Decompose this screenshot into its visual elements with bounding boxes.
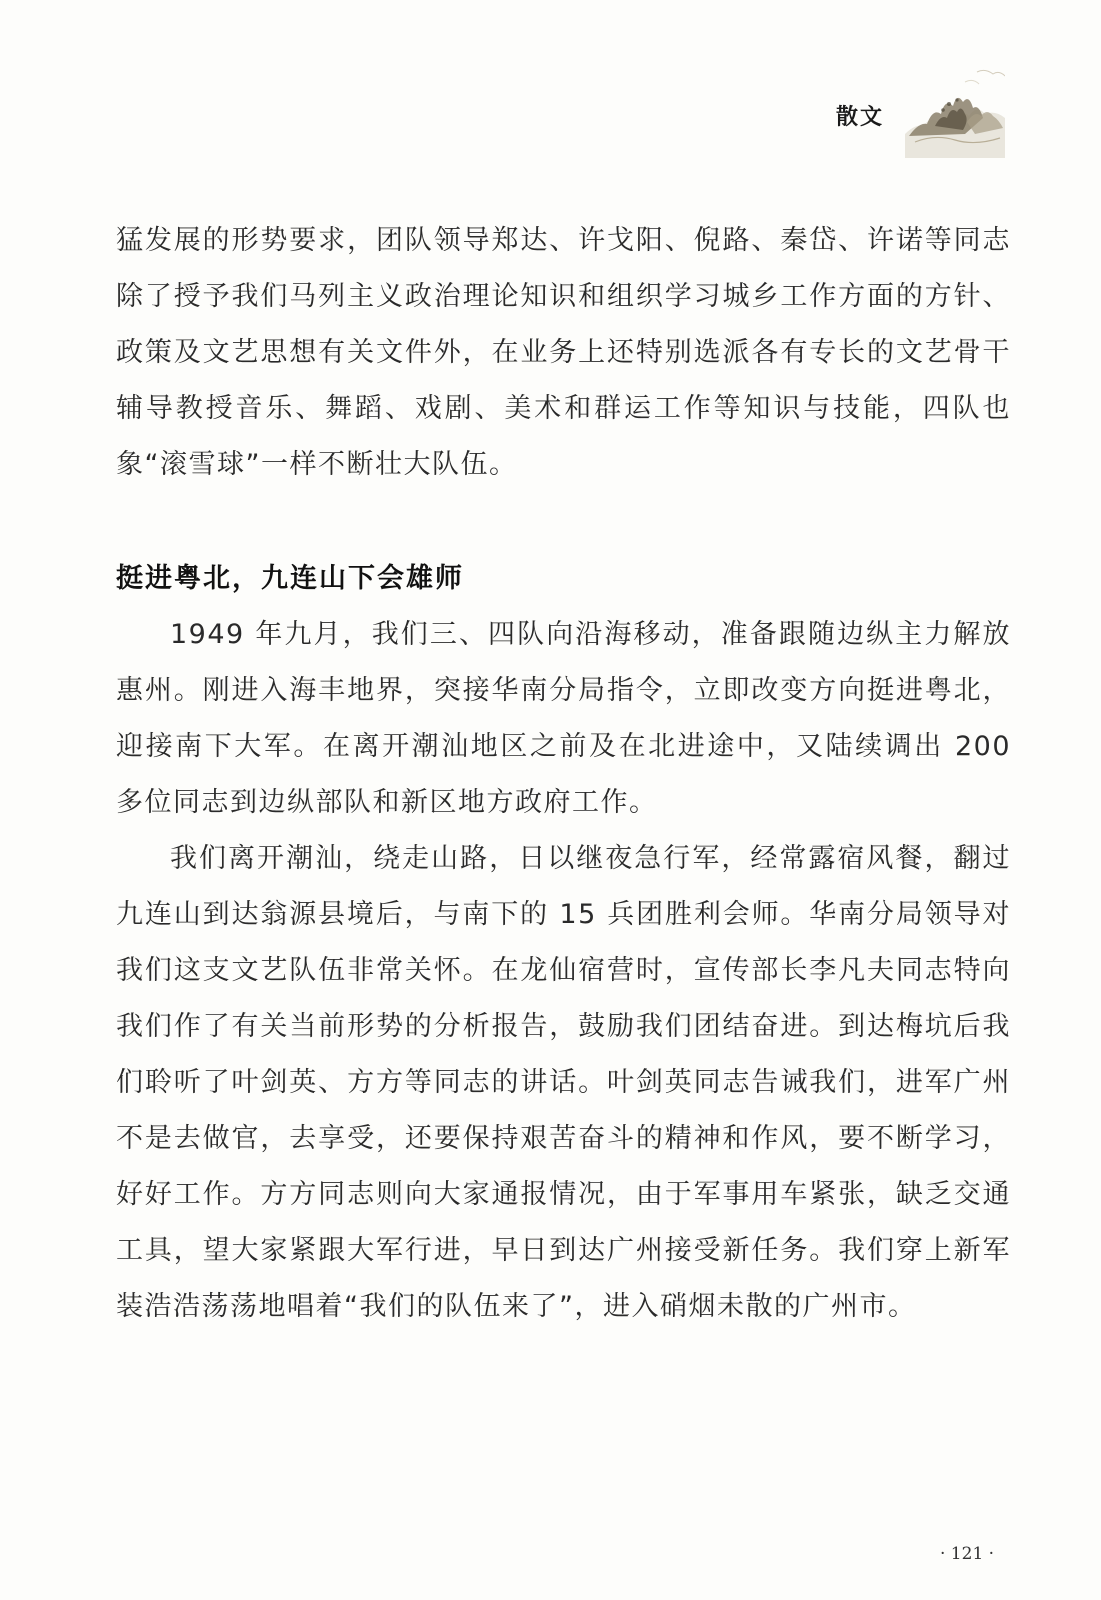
body-paragraph: 1949 年九月，我们三、四队向沿海移动，准备跟随边纵主力解放惠州。刚进入海丰地界，突接华南分局指令，立即改变方向挺进粤北，迎接南下大军。在离开潮汕地区之前及在北进途中，又陆续调出 200 多位同志到边纵部队和新区地方政府工作。 [116,619,1011,818]
body-paragraph: 猛发展的形势要求，团队领导郑达、许戈阳、倪路、秦岱、许诺等同志除了授予我们马列主义政治理论知识和组织学习城乡工作方面的方针、政策及文艺思想有关文件外，在业务上还特别选派各有专长的文艺骨干辅导教授音乐、舞蹈、戏剧、美术和群运工作等知识与技能，四队也象“滚雪球”一样不断壮大队伍。 [116,225,1011,480]
section-label: 散文 [836,104,885,130]
section-heading: 挺进粤北，九连山下会雄师 [116,563,464,594]
page-body [116,213,1011,1335]
landscape-painting-icon [905,64,1005,158]
body-paragraph: 我们离开潮汕，绕走山路，日以继夜急行军，经常露宿风餐，翻过九连山到达翁源县境后，与南下的 15 兵团胜利会师。华南分局领导对我们这支文艺队伍非常关怀。在龙仙宿营时，宣传部长李凡夫同志特向我们作了有关当前形势的分析报告，鼓励我们团结奋进。到达梅坑后我们聆听了叶剑英、方方等同志的讲话。叶剑英同志告诫我们，进军广州不是去做官，去享受，还要保持艰苦奋斗的精神和作风，要不断学习，好好工作。方方同志则向大家通报情况，由于军事用车紧张，缺乏交通工具，望大家紧跟大军行进，早日到达广州接受新任务。我们穿上新军装浩浩荡荡地唱着“我们的队伍来了”，进入硝烟未散的广州市。 [116,843,1011,1322]
page-number: · 121 · [940,1544,995,1564]
